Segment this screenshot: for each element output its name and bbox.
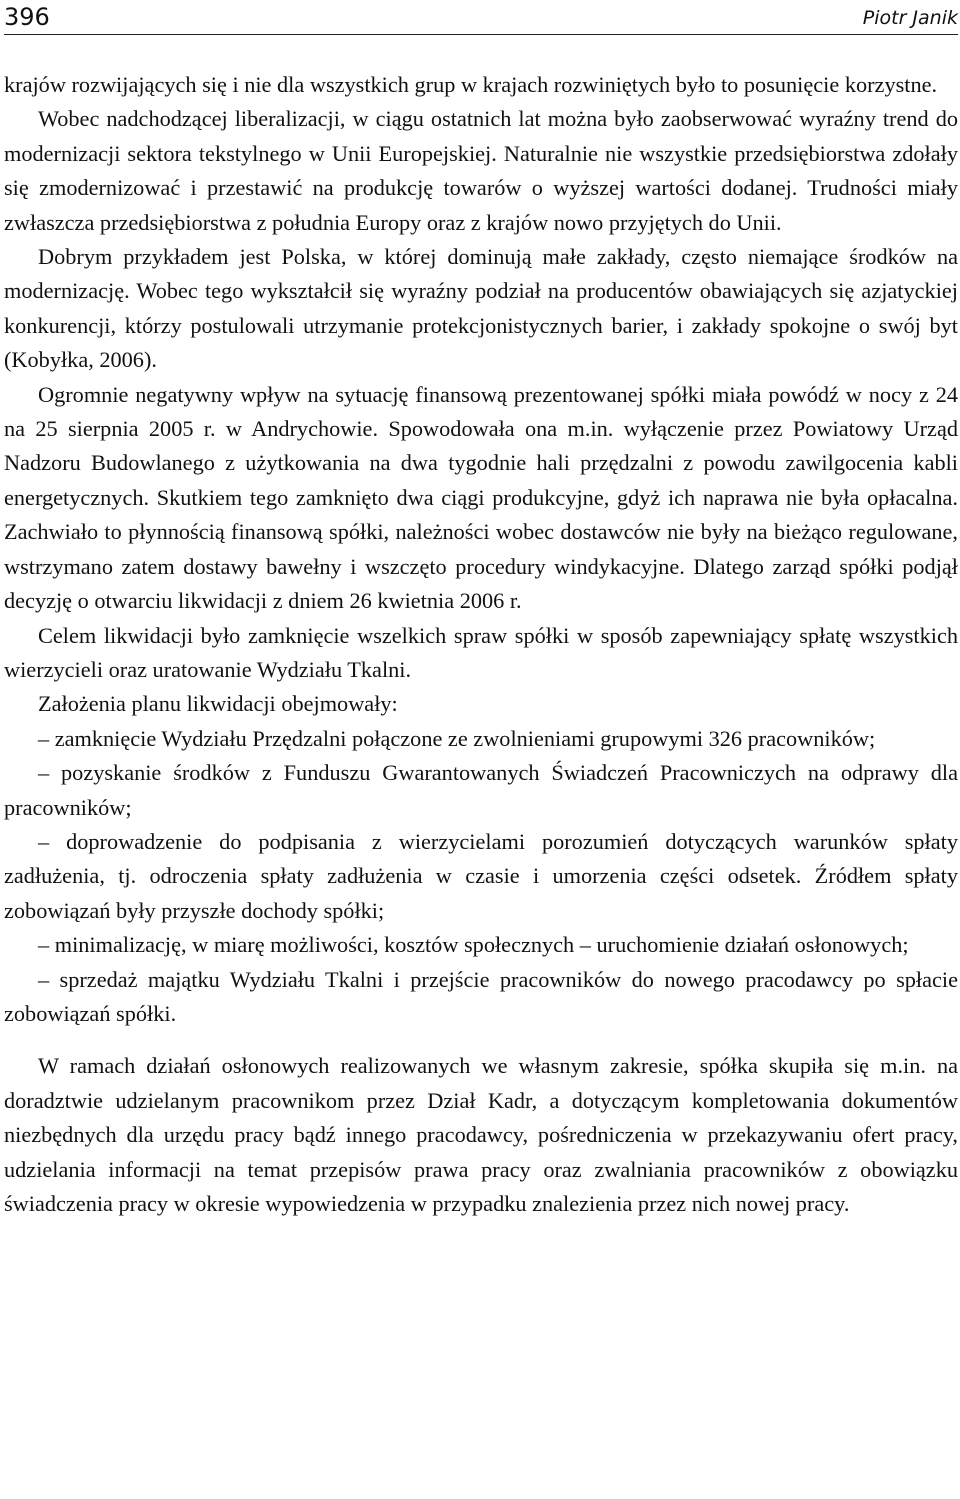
paragraph-flood: Ogromnie negatywny wpływ na sytuację finansową prezentowanej spółki miała powódź w nocy z 24 na 25 sierpnia 2005 r. w Andrychowie. Spowodowała ona m.in. wyłączenie przez Powiatowy Urząd Nadzoru Budowlanego z użytkowania na dwa tygodnie hali przędzalni z powodu zawilgocenia kabli energetycznych. Skutkiem tego zamknięto dwa ciągi produkcyjne, gdyż ich naprawa nie była opłacalna. Zachwiało to płynnością finansową spółki, należności wobec dostawców nie były na bieżąco regulowane, wstrzymano zatem dostawy bawełny i wszczęto procedury windykacyjne. Dlatego zarząd spółki podjął decyzję o otwarciu likwidacji z dniem 26 kwietnia 2006 r. [4,381,958,614]
list-item-social-costs: – minimalizację, w miarę możliwości, kosztów społecznych – uruchomienie działań osłonowych; [38,932,909,958]
paragraph-liquidation-goal: Celem likwidacji było zamknięcie wszelkich spraw spółki w sposób zapewniający spłatę wszystkich wierzycieli oraz uratowanie Wydziału Tkalni. [4,622,958,682]
paragraph-protective-actions: W ramach działań osłonowych realizowanych we własnym zakresie, spółka skupiła się m.in. na doradztwie udzielanym pracownikom przez Dział Kadr, a dotyczącym kompletowania dokumentów niezbędnych dla urzędu pracy bądź innego pracodawcy, pośredniczenia w przekazywaniu ofert pracy, udzielania informacji na temat przepisów prawa pracy oraz zwalniania pracowników z obowiązku świadczenia pracy w okresie wypowiedzenia w przypadku znalezienia przez nich nowej pracy. [4,1053,958,1216]
list-item-closing-spinning: – zamknięcie Wydziału Przędzalni połączone ze zwolnieniami grupowymi 326 pracowników; [38,725,876,751]
page-number: 396 [4,3,50,31]
list-item-fund: – pozyskanie środków z Funduszu Gwarantowanych Świadczeń Pracowniczych na odprawy dla pracowników; [4,760,958,820]
paragraph-continuation: krajów rozwijających się i nie dla wszystkich grup w krajach rozwiniętych było to posunięcie korzystne. [4,72,938,97]
body-text [4,68,958,1221]
paragraph-poland-example: Dobrym przykładem jest Polska, w której dominują małe zakłady, często niemające środków na modernizację. Wobec tego wykształcił się wyraźny podział na producentów obawiających się azjatyckiej konkurencji, którzy postulowali utrzymanie protekcjonistycznych barier, i zakłady spokojne o swój byt (Kobyłka, 2006). [4,244,958,373]
paragraph-plan-intro: Założenia planu likwidacji obejmowały: [38,691,398,717]
paragraph-liberalization: Wobec nadchodzącej liberalizacji, w ciągu ostatnich lat można było zaobserwować wyraźny trend do modernizacji sektora tekstylnego w Unii Europejskiej. Naturalnie nie wszystkie przedsiębiorstwa zdołały się zmodernizować i przestawić na produkcję towarów o wyższej wartości dodanej. Trudności miały zwłaszcza przedsiębiorstwa z południa Europy oraz z krajów nowo przyjętych do Unii. [4,106,958,235]
page-header [4,0,958,35]
list-item-creditors: – doprowadzenie do podpisania z wierzycielami porozumień dotyczących warunków spłaty zadłużenia, tj. odroczenia spłaty zadłużenia w czasie i umorzenia części odsetek. Źródłem spłaty zobowiązań były przyszłe dochody spółki; [4,828,958,923]
running-head-author: Piotr Janik [862,7,958,29]
list-item-weaving-sale: – sprzedaż majątku Wydziału Tkalni i przejście pracowników do nowego pracodawcy po spłacie zobowiązań spółki. [4,966,958,1026]
